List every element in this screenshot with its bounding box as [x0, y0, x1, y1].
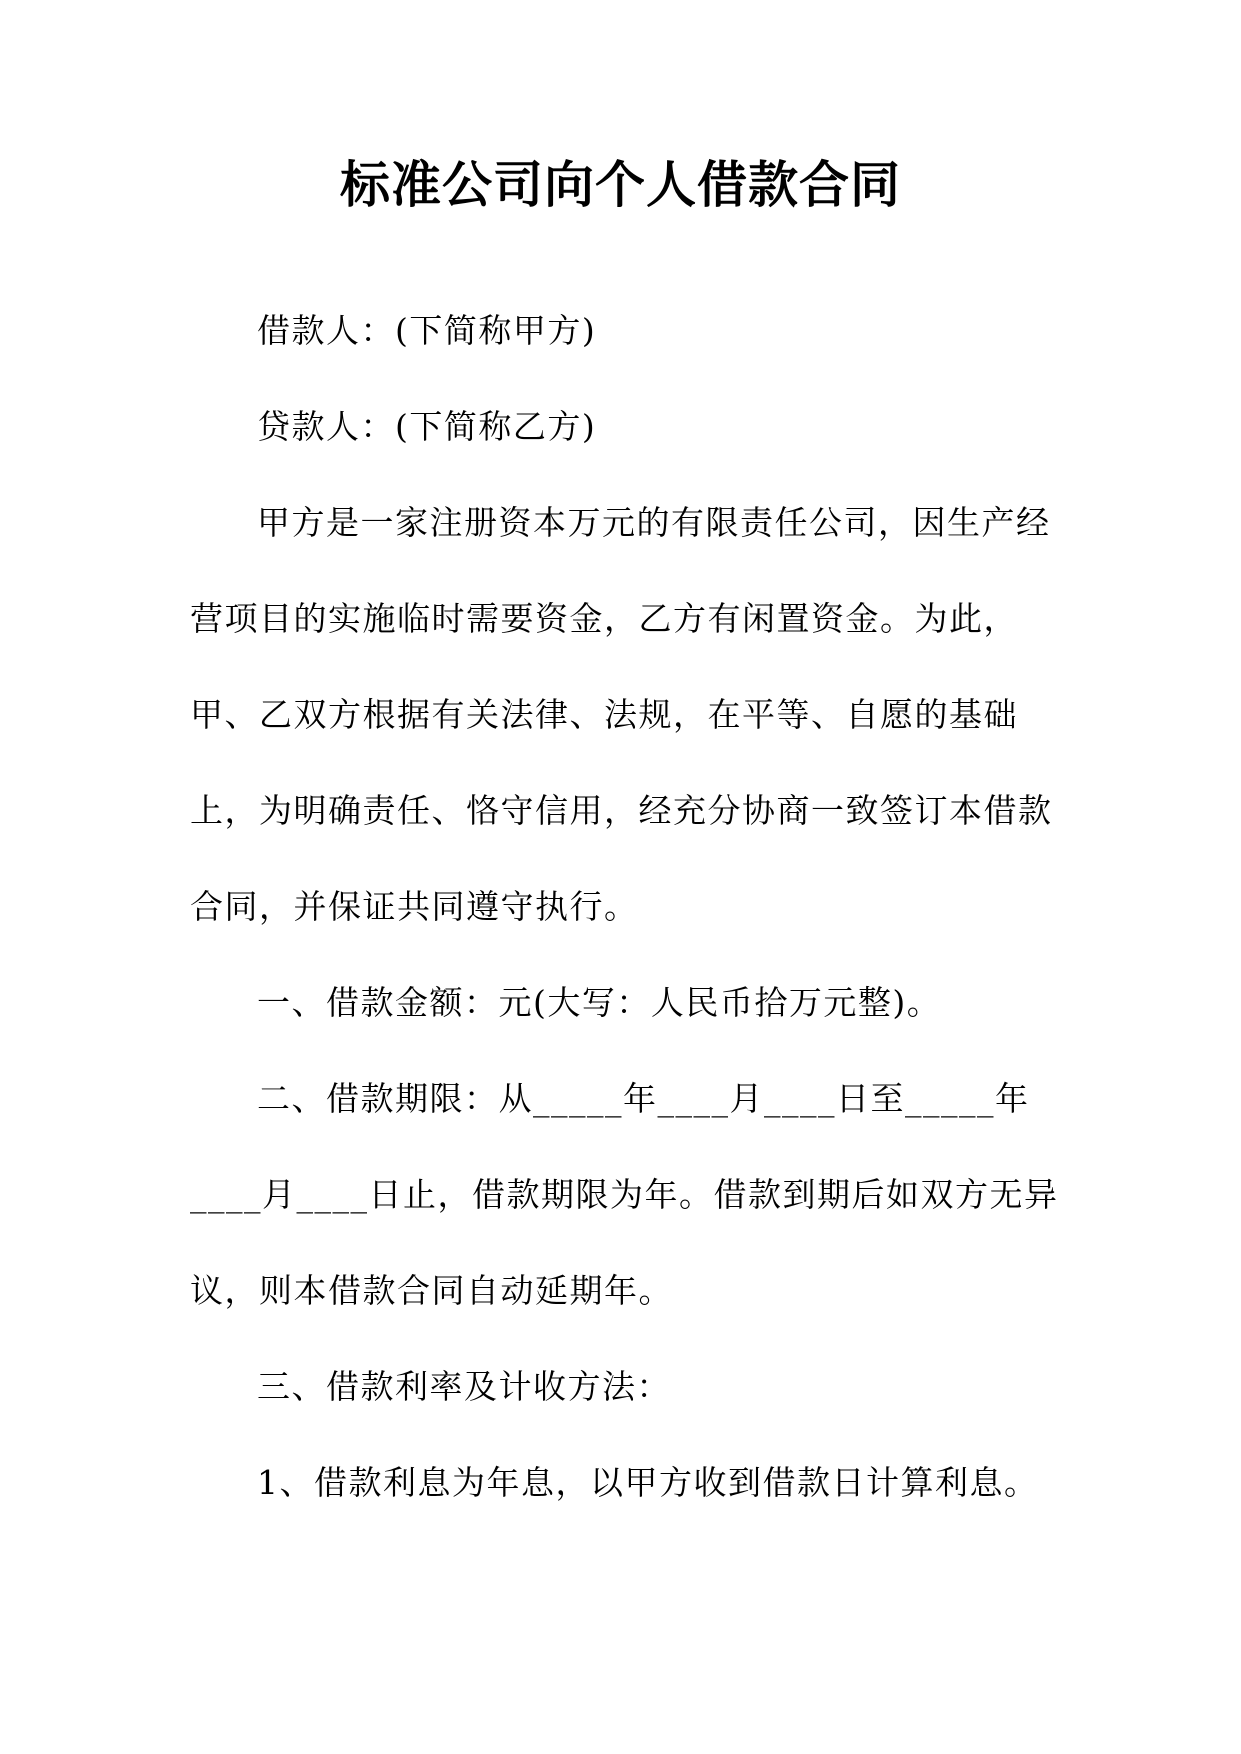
clause-term-continued: 议，则本借款合同自动延期年。	[190, 1271, 673, 1310]
paragraph-line: 甲方是一家注册资本万元的有限责任公司，因生产经	[257, 503, 1051, 542]
clause-interest-heading: 三、借款利率及计收方法：	[257, 1367, 671, 1406]
paragraph-line: 甲、乙双方根据有关法律、法规，在平等、自愿的基础	[190, 695, 1018, 734]
clause-term: 二、借款期限：从_____年____月____日至_____年	[257, 1079, 1030, 1118]
clause-interest-item: 1、借款利息为年息，以甲方收到借款日计算利息。	[257, 1463, 1039, 1502]
paragraph-line: 上，为明确责任、恪守信用，经充分协商一致签订本借款	[190, 791, 1053, 830]
clause-term-continued: ____月____日止，借款期限为年。借款到期后如双方无异	[190, 1175, 1059, 1214]
document-title: 标准公司向个人借款合同	[340, 155, 901, 214]
clause-amount: 一、借款金额：元(大写：人民币拾万元整)。	[257, 983, 942, 1022]
paragraph-line: 营项目的实施临时需要资金，乙方有闲置资金。为此，	[190, 599, 1018, 638]
paragraph-line: 合同，并保证共同遵守执行。	[190, 887, 639, 926]
borrower-line: 借款人：(下简称甲方)	[257, 311, 597, 350]
lender-line: 贷款人：(下简称乙方)	[257, 407, 597, 446]
